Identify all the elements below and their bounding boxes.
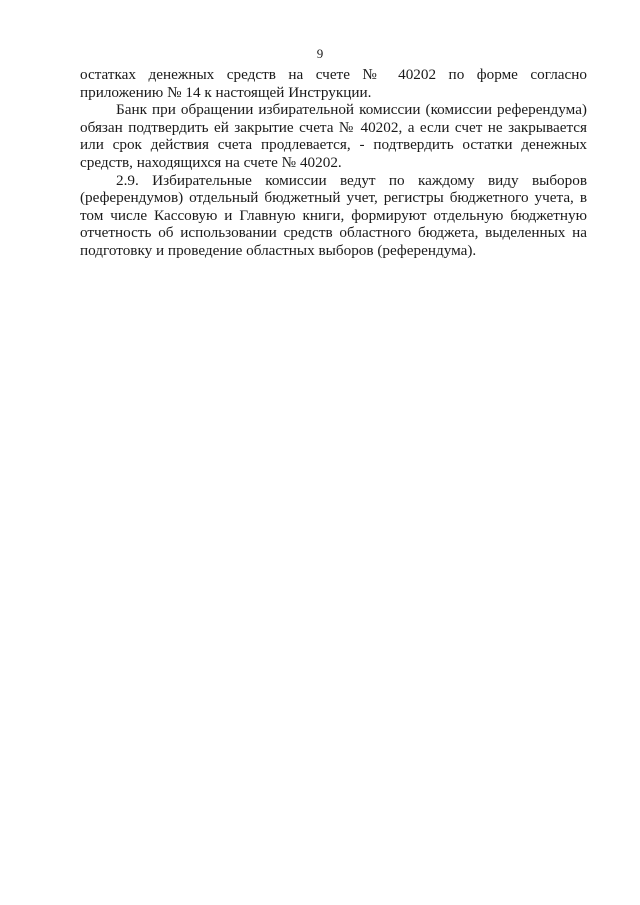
- document-body: [80, 66, 587, 260]
- paragraph-continuation: остатках денежных средств на счете № 40202 по форме согласно приложению № 14 к настоящей Инструкции.: [80, 66, 587, 101]
- paragraph-bank-obligation: Банк при обращении избирательной комиссии (комиссии референдума) обязан подтвердить ей закрытие счета № 40202, а если счет не закрывается или срок действия счета продлевается, - подтвердить остатки денежных средств, находящихся на счете № 40202.: [80, 101, 587, 171]
- page-number: 9: [316, 46, 324, 61]
- paragraph-2-9: 2.9. Избирательные комиссии ведут по каждому виду выборов (референдумов) отдельный бюджетный учет, регистры бюджетного учета, в том числе Кассовую и Главную книги, формируют отдельную бюджетную отчетность об использовании средств областного бюджета, выделенных на подготовку и проведение областных выборов (референдума).: [80, 171, 587, 259]
